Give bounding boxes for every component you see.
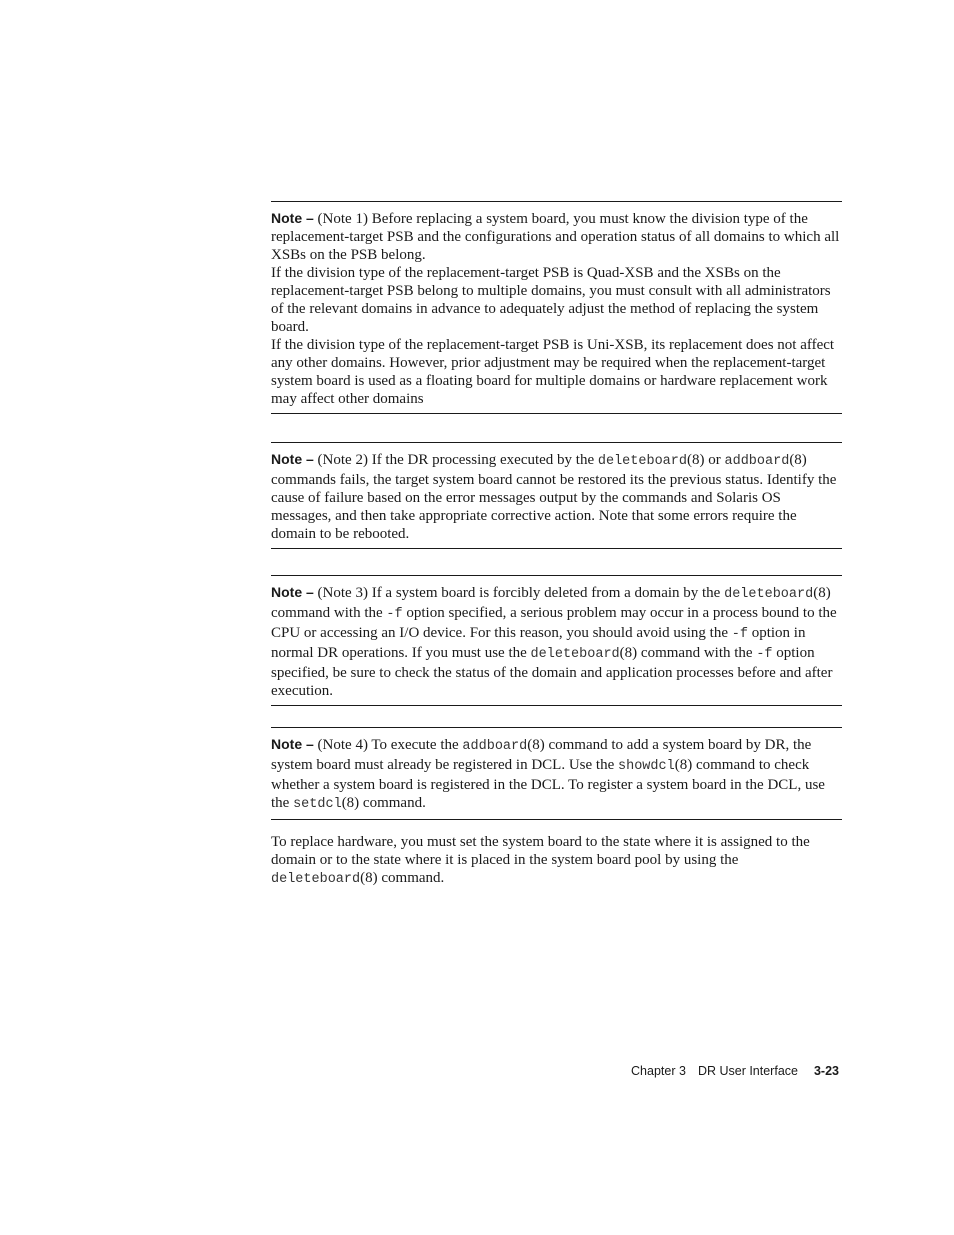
note-4-text: Note – (Note 4) To execute the addboard(8) command to add a system board by DR, the system board must already be registered in DCL. Use the showdcl(8) command to check whether a system board is registered in the DCL. To register a system board in the DCL, use the setdcl(8) command. xyxy=(271,736,825,812)
note-3 xyxy=(271,575,842,706)
command-deleteboard: deleteboard xyxy=(597,454,687,469)
footer-chapter: Chapter 3 xyxy=(631,1064,686,1078)
footer-section: DR User Interface xyxy=(697,1064,798,1078)
note-label: Note – xyxy=(271,451,314,467)
note-1-para-3: If the division type of the replacement-target PSB is Uni-XSB, its replacement does not affect any other domains. However, prior adjustment may be required when the replacement-target system board is used as a floating board for multiple domains or hardware replacement work may affect other domains xyxy=(271,337,835,407)
note-3-text: Note – (Note 3) If a system board is forcibly deleted from a domain by the deleteboard(8) command with the -f option specified, a serious problem may occur in a process bound to the CPU or accessing an I/O device. For this reason, you should avoid using the -f option in normal DR operations. If you must use the deleteboard(8) command with the -f option specified, be sure to check the status of the domain and application processes before and after execution. xyxy=(271,584,837,699)
note-1-para-2: If the division type of the replacement-target PSB is Quad-XSB and the XSBs on the replacement-target PSB belong to multiple domains, you must consult with all administrators of the relevant domains in advance to adequately adjust the method of replacing the system board. xyxy=(271,265,831,335)
note-2 xyxy=(271,442,842,549)
command-deleteboard: deleteboard xyxy=(271,872,361,887)
note-label: Note – xyxy=(271,210,314,226)
command-addboard: addboard xyxy=(462,739,528,754)
page-number: 3-23 xyxy=(813,1064,839,1078)
note-label: Note – xyxy=(271,584,314,600)
body-paragraph: To replace hardware, you must set the system board to the state where it is assigned to the domain or to the state where it is placed in the system board pool by using the deleteboard(8) command. xyxy=(271,834,810,887)
page-footer xyxy=(631,1064,839,1078)
option-f: -f xyxy=(386,607,403,622)
note-1 xyxy=(271,201,842,414)
note-label: Note – xyxy=(271,736,314,752)
command-showdcl: showdcl xyxy=(618,759,675,774)
command-addboard: addboard xyxy=(724,454,790,469)
note-4 xyxy=(271,727,842,820)
command-setdcl: setdcl xyxy=(293,797,342,812)
note-1-para-1: Note – (Note 1) Before replacing a system board, you must know the division type of the replacement-target PSB and the configurations and operation status of all domains to which all XSBs on the PSB belong. xyxy=(271,210,840,263)
option-f: -f xyxy=(756,647,773,662)
command-deleteboard: deleteboard xyxy=(724,587,814,602)
command-deleteboard: deleteboard xyxy=(530,647,620,662)
note-2-text: Note – (Note 2) If the DR processing executed by the deleteboard(8) or addboard(8) commands fails, the target system board cannot be restored its the previous status. Identify the cause of failure based on the error messages output by the commands and Solaris OS messages, and then take appropriate corrective action. Note that some errors require the domain to be rebooted. xyxy=(271,451,837,542)
option-f: -f xyxy=(731,627,748,642)
